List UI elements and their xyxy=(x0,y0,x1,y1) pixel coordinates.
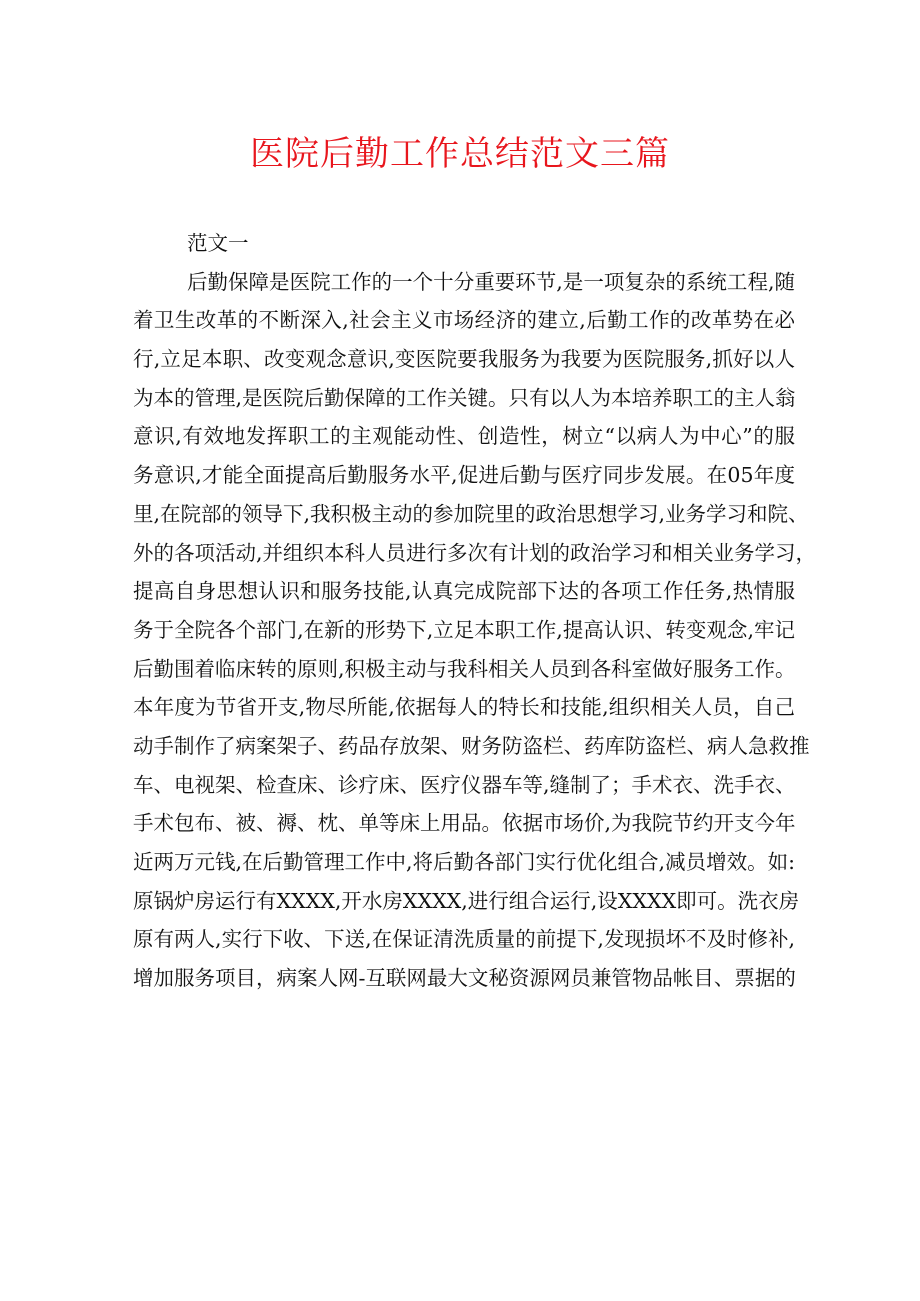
paragraph-line: 车、电视架、检查床、诊疗床、医疗仪器车等,缝制了；手术衣、洗手衣、 xyxy=(133,772,796,797)
document-title: 医院后勤工作总结范文三篇 xyxy=(250,134,670,174)
paragraph-line: 行,立足本职、改变观念意识,变医院要我服务为我要为医院服务,抓好以人 xyxy=(133,347,795,372)
paragraph-line: 手术包布、被、褥、枕、单等床上用品。依据市场价,为我院节约开支今年 xyxy=(133,811,796,836)
paragraph-line: 里,在院部的领导下,我积极主动的参加院里的政治思想学习,业务学习和院、 xyxy=(133,501,809,526)
paragraph-line: 增加服务项目，病案人网-互联网最大文秘资源网员兼管物品帐目、票据的 xyxy=(133,966,796,991)
paragraph-line: 原有两人,实行下收、下送,在保证清洗质量的前提下,发现损坏不及时修补, xyxy=(133,927,795,952)
section-heading: 范文一 xyxy=(187,231,249,255)
paragraph-line: 后勤保障是医院工作的一个十分重要环节,是一项复杂的系统工程,随 xyxy=(187,269,795,294)
paragraph-line: 务意识,才能全面提高后勤服务水平,促进后勤与医疗同步发展。在05年度 xyxy=(133,463,795,488)
paragraph-line: 动手制作了病案架子、药品存放架、财务防盗栏、药库防盗栏、病人急救推 xyxy=(133,733,810,758)
paragraph-line: 意识,有效地发挥职工的主观能动性、创造性，树立“以病人为中心”的服 xyxy=(133,424,795,449)
paragraph-line: 外的各项活动,并组织本科人员进行多次有计划的政治学习和相关业务学习， xyxy=(133,540,817,565)
paragraph-line: 近两万元钱,在后勤管理工作中,将后勤各部门实行优化组合,减员增效。如: xyxy=(133,850,795,874)
paragraph-line: 本年度为节省开支,物尽所能,依据每人的特长和技能,组织相关人员，自己 xyxy=(133,695,795,720)
document-body xyxy=(133,224,817,998)
paragraph-line: 后勤围着临床转的原则,积极主动与我科相关人员到各科室做好服务工作。 xyxy=(133,656,796,681)
paragraph-line: 原锅炉房运行有XXXX,开水房XXXX,进行组合运行,设XXXX即可。洗衣房 xyxy=(133,888,800,913)
paragraph-line: 着卫生改革的不断深入,社会主义市场经济的建立,后勤工作的改革势在必 xyxy=(133,308,795,333)
paragraph-line: 为本的管理,是医院后勤保障的工作关键。只有以人为本培养职工的主人翁 xyxy=(133,385,796,410)
paragraph-line: 提高自身思想认识和服务技能,认真完成院部下达的各项工作任务,热情服 xyxy=(133,579,795,604)
paragraph-line: 务于全院各个部门,在新的形势下,立足本职工作,提高认识、转变观念,牢记 xyxy=(133,617,795,642)
